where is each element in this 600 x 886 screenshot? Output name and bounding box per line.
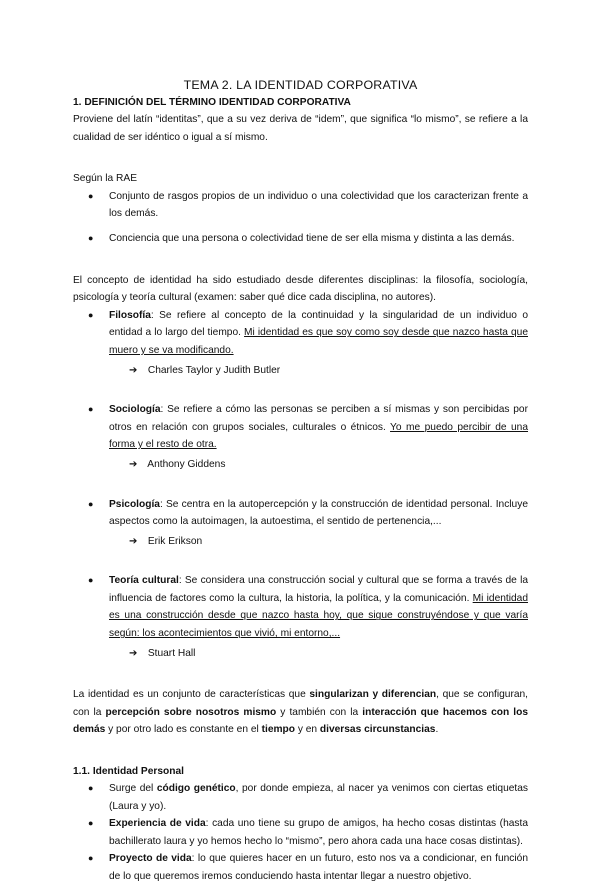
list-item: ● Surge del código genético, por donde empieza, al nacer ya venimos con ciertas etiquetas (Laura y yo). (73, 780, 528, 815)
bullet-icon: ● (88, 404, 94, 415)
author-line (73, 456, 528, 474)
intro-paragraph: Proviene del latín “identitas”, que a su vez deriva de “idem”, que significa “lo mismo”, se refiere a la cualidad de ser idéntico o igual a sí mismo. (73, 114, 528, 143)
summary-paragraph: La identidad es un conjunto de características que singularizan y diferencian, que se configuran, con la percepción sobre nosotros mismo y también con la interacción que hacemos con los demás y por otro lado es constante en el tiempo y en diversas circunstancias. (73, 689, 529, 736)
list-item: ● Proyecto de vida: lo que quieres hacer en un futuro, esto nos va a condicionar, en función de lo que queremos iremos conduciendo hasta intentar llegar a nuestro objetivo. (73, 850, 528, 885)
discipline-psicologia: ● Psicología: Se centra en la autopercepción y la construcción de identidad personal. Incluye aspectos como la autoimagen, la autoestima, el sentido de pertenencia,... (73, 496, 528, 531)
identity-personal-list (73, 780, 528, 886)
bullet-icon: ● (88, 232, 94, 243)
arrow-icon: ➔ (129, 458, 138, 470)
author-line (73, 362, 528, 380)
bullet-icon: ● (88, 190, 94, 201)
disciplines-list (73, 307, 528, 663)
arrow-icon: ➔ (129, 647, 138, 659)
document-body (73, 76, 528, 886)
rae-label: Según la RAE (73, 173, 137, 185)
author-line (73, 533, 528, 551)
page-title: TEMA 2. LA IDENTIDAD CORPORATIVA (183, 78, 418, 92)
list-item: ● Conjunto de rasgos propios de un individuo o una colectividad que los caracterizan frente a los demás. (73, 188, 528, 223)
discipline-name: Sociología (109, 404, 161, 416)
author: Erik Erikson (147, 535, 203, 547)
discipline-name: Teoría cultural (109, 575, 179, 587)
section-1-heading: 1. DEFINICIÓN DEL TÉRMINO IDENTIDAD CORPORATIVA (73, 97, 351, 108)
bullet-icon: ● (88, 498, 94, 509)
list-item: ● Experiencia de vida: cada uno tiene su grupo de amigos, ha hecho cosas distintas (hasta bachillerato laura y yo hemos hecho lo “mismo”, pero ahora cada una hace cosas distintas). (73, 815, 528, 850)
author: Charles Taylor y Judith Butler (147, 364, 281, 376)
author: Stuart Hall (147, 647, 196, 659)
author: Anthony Giddens (147, 458, 226, 470)
discipline-sociologia: ● Sociología: Se refiere a cómo las personas se perciben a sí mismas y son percibidas por otros en relación con grupos sociales, culturales o étnicos. Yo me puedo percibir de una forma y el resto de otra. (73, 401, 528, 454)
discipline-filosofia: ● Filosofía: Se refiere al concepto de la continuidad y la singularidad de un individuo o entidad a lo largo del tiempo. Mi identidad es que soy como soy desde que nazco hasta que muero y se va modificando. (73, 307, 528, 360)
bullet-icon: ● (88, 783, 94, 794)
discipline-name: Psicología (109, 498, 160, 510)
arrow-icon: ➔ (129, 535, 138, 547)
rae-list (73, 188, 528, 248)
bullet-icon: ● (88, 309, 94, 320)
discipline-name: Filosofía (109, 309, 151, 321)
arrow-icon: ➔ (129, 364, 138, 376)
section-1-1-heading: 1.1. Identidad Personal (73, 766, 184, 778)
bullet-icon: ● (88, 818, 94, 829)
bullet-icon: ● (88, 575, 94, 586)
author-line (73, 645, 528, 663)
bullet-icon: ● (88, 853, 94, 864)
discipline-teoria-cultural: ● Teoría cultural: Se considera una construcción social y cultural que se forma a través de la influencia de factores como la cultura, la historia, la política, y la comunicación. Mi identidad es una construcción desde que nazco hasta hoy, que sigue construyéndose y que varía según: los acontecimientos que vivió, mi entorno,... (73, 572, 528, 642)
concept-paragraph: El concepto de identidad ha sido estudiado desde diferentes disciplinas: la filosofía, sociología, psicología y teoría cultural (examen: saber qué dice cada disciplina, no autores). (73, 274, 528, 304)
list-item: ● Conciencia que una persona o colectividad tiene de ser ella misma y distinta a las demás. (73, 230, 528, 248)
